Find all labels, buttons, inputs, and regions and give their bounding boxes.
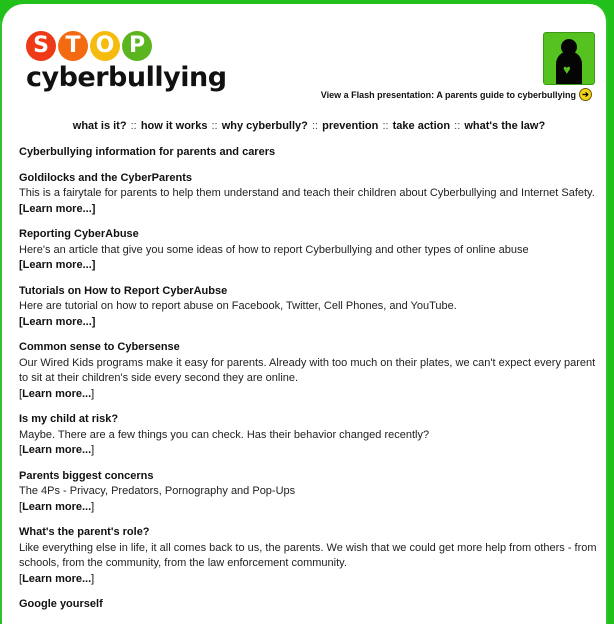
article-description: This is a fairytale for parents to help them understand and teach their children about Cyberbullying and Internet Safety. xyxy=(19,187,595,199)
article-title: Parents biggest concerns xyxy=(19,469,154,482)
arrow-right-circle-icon[interactable]: ➔ xyxy=(579,88,592,101)
bracket-close: ] xyxy=(91,572,95,585)
nav-separator: :: xyxy=(211,120,218,132)
article-title: Tutorials on How to Report CyberAubse xyxy=(19,284,228,297)
learn-more-link[interactable] xyxy=(19,202,95,218)
article-title: Google yourself xyxy=(19,598,103,610)
bracket-open: [ xyxy=(19,500,23,513)
logo-wordmark: cyberbullying xyxy=(26,62,227,93)
logo-letter-s: S xyxy=(26,31,56,61)
article-description: Maybe. There are a few things you can check. Has their behavior changed recently? xyxy=(19,428,430,441)
article-title: Reporting CyberAbuse xyxy=(19,228,139,240)
bracket-open: [ xyxy=(19,444,23,456)
bracket-close: ] xyxy=(91,387,95,400)
learn-more-link[interactable] xyxy=(19,572,94,588)
nav-separator: :: xyxy=(130,120,137,132)
page-frame xyxy=(2,4,608,624)
bracket-close: ] xyxy=(91,315,96,328)
heart-icon: ♥ xyxy=(563,62,571,77)
article-description: Our Wired Kids programs make it easy for parents. Already with too much on their plates, we can't expect every parent to sit at their children's side every second they are online. xyxy=(19,356,596,384)
article-google-yourself xyxy=(19,597,599,613)
logo-letter-o: O xyxy=(90,31,120,61)
nav-take-action[interactable]: take action xyxy=(392,120,451,132)
figure-head xyxy=(561,39,577,55)
bracket-open: [ xyxy=(19,259,23,271)
stop-cyberbullying-logo[interactable] xyxy=(26,31,226,103)
article-description: Here's an article that give you some ideas of how to report Cyberbullying and other types of online abuse xyxy=(19,243,529,256)
learn-more-label: Learn more... xyxy=(22,259,92,271)
article-parents-concerns xyxy=(19,469,599,516)
main-content xyxy=(19,145,599,623)
article-reporting-cyberabuse xyxy=(19,227,599,274)
article-common-sense xyxy=(19,340,599,402)
logo-letter-p: P xyxy=(122,31,152,61)
bracket-close: ] xyxy=(91,444,95,456)
article-title: Goldilocks and the CyberParents xyxy=(19,171,192,184)
learn-more-link[interactable] xyxy=(19,315,95,331)
flash-presentation-label: View a Flash presentation: A parents guide to cyberbullying xyxy=(320,89,576,100)
article-title: Is my child at risk? xyxy=(19,413,119,425)
article-tutorials-report xyxy=(19,284,599,331)
page-heading: Cyberbullying information for parents and carers xyxy=(19,146,276,158)
nav-separator: :: xyxy=(382,120,389,132)
learn-more-label: Learn more... xyxy=(22,500,92,513)
logo-letters xyxy=(26,31,226,61)
bracket-close: ] xyxy=(91,500,95,513)
logo-letter-t: T xyxy=(58,31,88,61)
article-title: What's the parent's role? xyxy=(19,526,150,538)
nav-whats-the-law[interactable]: what's the law? xyxy=(464,120,546,132)
learn-more-label: Learn more... xyxy=(22,572,92,585)
learn-more-link[interactable] xyxy=(19,387,94,403)
nav-why-cyberbully[interactable]: why cyberbully? xyxy=(221,120,308,132)
bracket-close: ] xyxy=(91,202,96,215)
bracket-open: [ xyxy=(19,315,23,328)
header xyxy=(2,4,606,114)
bracket-open: [ xyxy=(19,572,23,585)
nav-prevention[interactable]: prevention xyxy=(322,120,379,132)
learn-more-link[interactable] xyxy=(19,443,94,459)
parent-child-heart-icon[interactable] xyxy=(543,32,595,85)
learn-more-link[interactable] xyxy=(19,258,95,274)
learn-more-label: Learn more... xyxy=(22,315,92,328)
learn-more-label: Learn more... xyxy=(22,387,92,400)
nav-what-is-it[interactable]: what is it? xyxy=(72,120,127,132)
bracket-open: [ xyxy=(19,387,23,400)
nav-separator: :: xyxy=(311,120,319,132)
main-nav xyxy=(2,120,614,132)
bracket-close: ] xyxy=(91,259,96,271)
nav-separator: :: xyxy=(454,120,461,132)
nav-how-it-works[interactable]: how it works xyxy=(140,120,208,132)
article-description: Like everything else in life, it all comes back to us, the parents. We wish that we could get more help from others - from schools, from the community, from the law enforcement community. xyxy=(19,541,597,569)
flash-presentation-link[interactable] xyxy=(321,88,592,101)
learn-more-link[interactable] xyxy=(19,500,94,516)
article-description: The 4Ps - Privacy, Predators, Pornography and Pop-Ups xyxy=(19,485,296,497)
article-child-at-risk xyxy=(19,412,599,459)
bracket-open: [ xyxy=(19,202,23,215)
learn-more-label: Learn more... xyxy=(22,444,92,456)
learn-more-label: Learn more... xyxy=(22,202,92,215)
article-parents-role xyxy=(19,525,599,587)
article-title: Common sense to Cybersense xyxy=(19,341,180,353)
article-goldilocks xyxy=(19,171,599,218)
article-description: Here are tutorial on how to report abuse on Facebook, Twitter, Cell Phones, and YouTube. xyxy=(19,300,457,312)
